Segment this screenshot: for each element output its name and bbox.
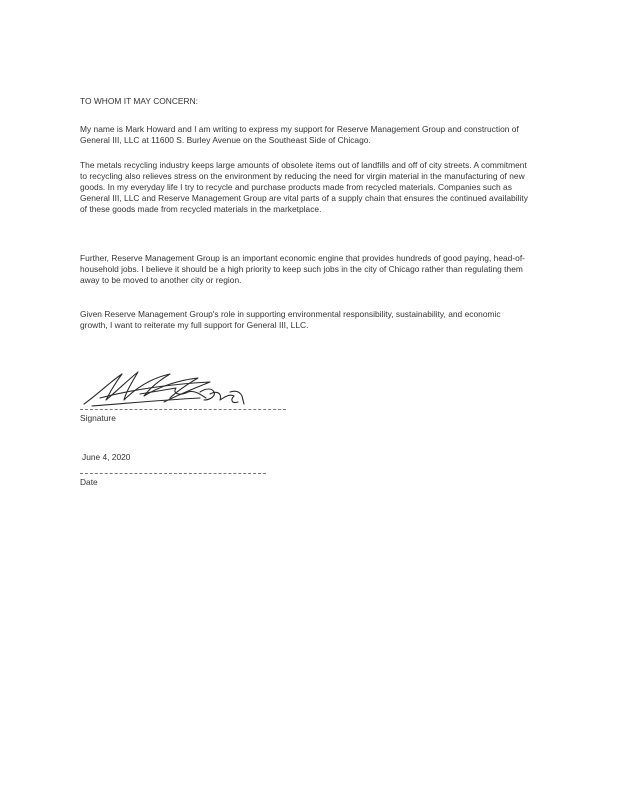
paragraph-economy: Further, Reserve Management Group is an important economic engine that provides hundreds of good paying, head-of-household jobs. I believe it should be a high priority to keep such jobs in the city of Chicago rather than regulating them away to be moved to another city or region. [80, 253, 525, 285]
paragraph-recycling: The metals recycling industry keeps large amounts of obsolete items out of landfills and off of city streets. A commitment to recycling also relieves stress on the environment by reducing the need for virgin material in the manufacturing of new goods. In my everyday life I try to recycle and purchase products made from recycled materials. Companies such as General III, LLC and Reserve Management Group are vital parts of a supply chain that ensures the continued availability of these goods made from recycled materials in the marketplace. [80, 160, 528, 214]
paragraph-intro: My name is Mark Howard and I am writing to express my support for Reserve Management Group and construction of General III, LLC at 11600 S. Burley Avenue on the Southeast Side of Chicago. [80, 124, 519, 145]
salutation: TO WHOM IT MAY CONCERN: [80, 96, 199, 106]
date-label: Date [80, 477, 98, 487]
handwritten-signature [80, 364, 290, 412]
date-value: June 4, 2020 [82, 452, 131, 462]
date-line [80, 473, 266, 474]
paragraph-closing: Given Reserve Management Group's role in supporting environmental responsibility, sustainability, and economic growth, I want to reiterate my full support for General III, LLC. [80, 309, 501, 330]
signature-label: Signature [80, 413, 116, 423]
signature-line [80, 409, 286, 410]
